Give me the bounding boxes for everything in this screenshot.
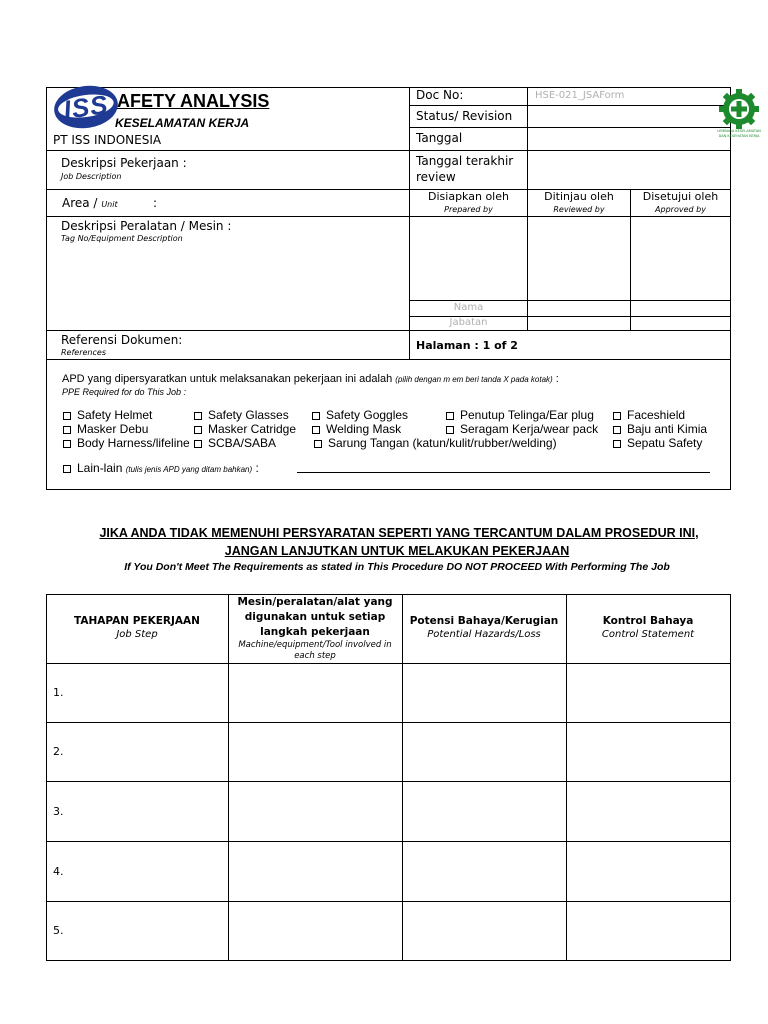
referensi-label: Referensi Dokumen: [61,333,183,347]
ppe-body-harness[interactable] [63,436,190,450]
signature-reviewed[interactable] [528,217,630,300]
table-row-line [46,781,731,782]
checkbox-icon[interactable] [194,426,202,434]
row-line [46,216,410,217]
checkbox-icon[interactable] [446,412,454,420]
review-label-2: review [416,170,456,184]
area-unit: Unit [101,200,118,209]
reviewed-sub: Reviewed by [553,205,605,214]
checkbox-icon[interactable] [194,412,202,420]
prepared-sub: Prepared by [444,205,493,214]
row-line [46,359,731,360]
ppe-scba[interactable] [194,436,276,450]
ppe-wear-pack[interactable] [446,422,598,436]
checkbox-icon[interactable] [63,426,71,434]
area-label [62,196,118,210]
warning-line-3: If You Don't Meet The Requirements as stated in This Procedure DO NOT PROCEED With Performing The Job [124,561,670,573]
ppe-label: Safety Glasses [208,408,289,422]
ppe-ear-plug[interactable] [446,408,594,422]
deskripsi-field[interactable] [200,151,405,188]
checkbox-icon[interactable] [312,426,320,434]
signature-approved[interactable] [631,217,730,300]
company-name: PT ISS INDONESIA [53,133,162,147]
halaman-label: Halaman : 1 of 2 [416,339,518,352]
form-subtitle: KESELAMATAN KERJA [115,116,250,130]
col-hazard-sub: Potential Hazards/Loss [427,629,541,640]
checkbox-icon[interactable] [613,412,621,420]
nama-label: Nama [453,302,484,313]
ppe-label: Seragam Kerja/wear pack [460,422,599,436]
form-border-left [46,87,47,490]
area-colon: : [153,196,158,210]
ppe-intro-colon: : [555,373,559,385]
table-row-line [46,901,731,902]
lain-lain-input[interactable] [297,472,710,473]
jabatan-label: Jabatan [449,317,488,328]
ppe-label: Body Harness/lifeline [77,436,190,450]
doc-no-label: Doc No: [416,88,464,102]
col-job-step-title: TAHAPAN PEKERJAAN [74,615,200,627]
review-label-1: Tanggal terakhir [416,154,514,168]
lain-lain-colon: : [255,461,259,475]
review-date-field[interactable] [528,151,730,189]
ppe-label: Baju anti Kimia [627,422,708,436]
ppe-safety-helmet[interactable] [63,408,152,422]
col-control-sub: Control Statement [601,629,695,640]
ppe-faceshield[interactable] [613,408,685,422]
ppe-masker-debu[interactable] [63,422,148,436]
checkbox-icon[interactable] [194,440,202,448]
signature-prepared[interactable] [410,217,527,300]
ppe-welding-mask[interactable] [312,422,401,436]
ppe-label: Masker Debu [77,422,149,436]
form-border-top [46,87,731,88]
ppe-safety-goggles[interactable] [312,408,408,422]
ppe-intro-note: (pilih dengan m em beri tanda X pada kotak) [395,375,553,384]
ppe-label: Safety Helmet [77,408,153,422]
status-field[interactable] [528,106,730,127]
row-number: 2. [53,745,64,758]
checkbox-icon[interactable] [312,412,320,420]
reviewed-label: Ditinjau oleh [544,190,614,203]
doc-no-value: HSE-021_JSAForm [535,90,625,101]
checkbox-icon[interactable] [613,440,621,448]
tanggal-field[interactable] [528,128,730,150]
ppe-baju-anti-kimia[interactable] [613,422,707,436]
form-border-right [730,87,731,490]
ppe-masker-catridge[interactable] [194,422,296,436]
peralatan-field[interactable] [50,246,405,328]
checkbox-icon[interactable] [613,426,621,434]
peralatan-label: Deskripsi Peralatan / Mesin : [61,219,232,233]
deskripsi-label: Deskripsi Pekerjaan : [61,156,187,170]
table-border-top [46,594,731,595]
ppe-label: Sepatu Safety [627,436,703,450]
approved-sub: Approved by [655,205,706,214]
ppe-lain-lain[interactable] [63,461,259,475]
ppe-label: Sarung Tangan (katun/kulit/rubber/welding) [328,436,557,450]
table-row-line [46,722,731,723]
ppe-label: Safety Goggles [326,408,409,422]
checkbox-icon[interactable] [63,465,71,473]
table-border-bottom [46,960,731,961]
warning-line-1: JIKA ANDA TIDAK MEMENUHI PERSYARATAN SEPERTI YANG TERCANTUM DALAM PROSEDUR INI, [99,526,699,540]
peralatan-sub: Tag No/Equipment Description [61,234,183,243]
table-col-line [566,594,567,961]
approved-label: Disetujui oleh [642,190,719,203]
lain-lain-label: Lain-lain [77,461,123,475]
iss-logo [51,82,120,132]
ppe-safety-glasses[interactable] [194,408,289,422]
col-tool-sub-1: Machine/equipment/Tool involved in [238,640,392,650]
table-border-right [730,594,731,961]
prepared-label: Disiapkan oleh [428,190,509,203]
col-tool-title-1: Mesin/peralatan/alat yang [237,596,393,608]
referensi-sub: References [61,348,106,357]
table-header-line [46,663,731,664]
ppe-label: Welding Mask [326,422,402,436]
row-line [46,330,731,331]
ppe-intro-text: APD yang dipersyaratkan untuk melaksanakan pekerjaan ini adalah [62,373,393,385]
area-text: Area / [62,196,98,210]
tanggal-label: Tanggal [416,131,463,145]
col-tool-sub-2: each step [294,651,336,661]
k3-caption-2: DAN KESEHATAN KERJA [718,134,760,138]
col-tool-title-3: langkah pekerjaan [260,626,370,638]
ppe-sepatu-safety[interactable] [613,436,702,450]
checkbox-icon[interactable] [446,426,454,434]
ppe-label: Masker Catridge [208,422,297,436]
row-line [409,300,731,301]
ppe-sarung-tangan[interactable] [314,436,557,450]
deskripsi-sub: Job Description [61,172,122,181]
checkbox-icon[interactable] [314,440,322,448]
table-row-line [46,841,731,842]
form-title: AFETY ANALYSIS [117,91,270,111]
form-border-bottom [46,489,731,490]
iss-logo-text: ISS [61,89,111,125]
ppe-intro-en: PPE Required for do This Job : [62,387,187,397]
col-job-step-sub: Job Step [116,629,158,640]
ppe-label: Faceshield [627,408,686,422]
row-number: 5. [53,924,64,937]
ppe-intro [62,373,559,385]
col-control-title: Kontrol Bahaya [602,615,694,627]
col-tool-title-2: digunakan untuk setiap [244,611,386,623]
row-number: 1. [53,686,64,699]
row-number: 3. [53,805,64,818]
table-col-line [402,594,403,961]
warning-line-2: JANGAN LANJUTKAN UNTUK MELAKUKAN PEKERJAAN [224,544,570,558]
status-label: Status/ Revision [416,109,513,123]
table-border-left [46,594,47,961]
ppe-label: SCBA/SABA [208,436,277,450]
ppe-label: Penutup Telinga/Ear plug [460,408,594,422]
area-field[interactable] [165,191,405,215]
lain-lain-note: (tulis jenis APD yang ditam bahkan) [125,465,253,474]
row-number: 4. [53,865,64,878]
k3-caption-1: LEMBAGA KESELAMATAN [717,129,761,133]
checkbox-icon[interactable] [63,412,71,420]
col-hazard-title: Potensi Bahaya/Kerugian [409,615,559,627]
checkbox-icon[interactable] [63,440,71,448]
